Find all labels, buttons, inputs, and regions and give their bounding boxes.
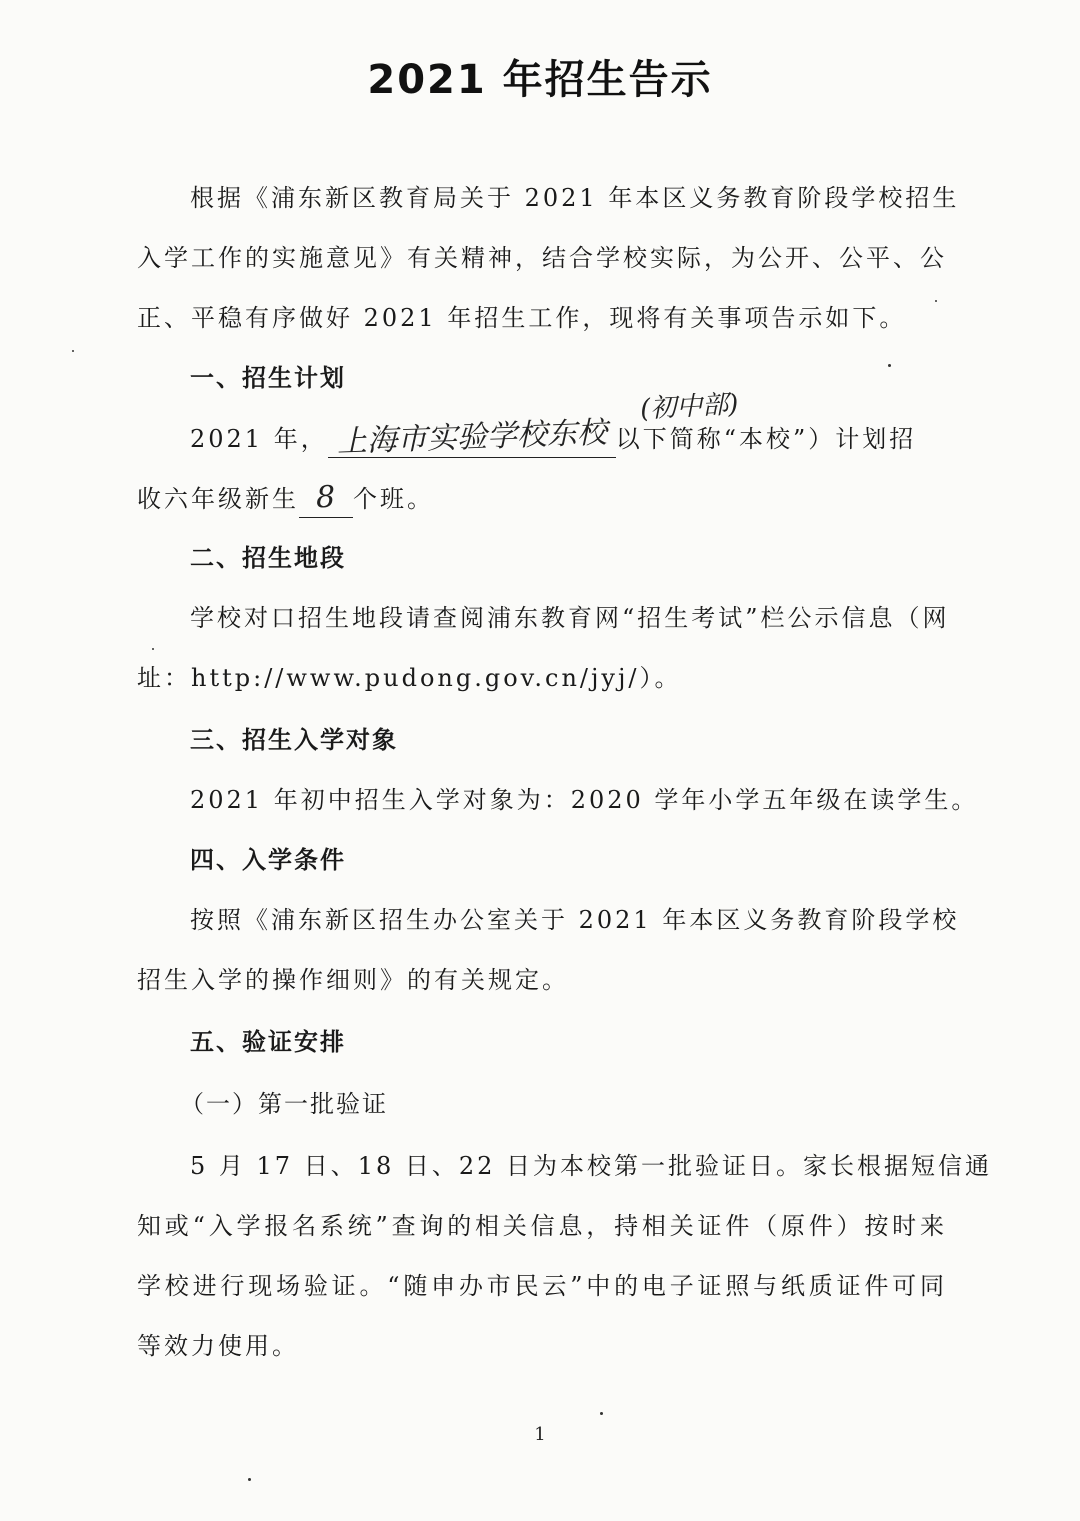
intro-line-3: 正、平稳有序做好 2021 年招生工作，现将有关事项告示如下。 <box>137 304 907 332</box>
section-3-heading: 三、招生入学对象 <box>190 726 398 754</box>
page-number: 1 <box>534 1424 546 1445</box>
subsection-first-batch: （一）第一批验证 <box>180 1090 388 1118</box>
handwritten-school-name: 上海市实验学校东校 <box>336 415 608 460</box>
scan-speck <box>600 1412 603 1415</box>
scan-speck <box>888 364 891 367</box>
district-line-1: 学校对口招生地段请查阅浦东教育网“招生考试”栏公示信息（网 <box>190 604 950 632</box>
handwritten-school-field <box>328 415 616 460</box>
scan-speck <box>152 648 154 650</box>
verification-line-1: 5 月 17 日、18 日、22 日为本校第一批验证日。家长根据短信通 <box>190 1152 993 1180</box>
section-4-heading: 四、入学条件 <box>190 846 346 874</box>
plan-line-2 <box>137 480 947 518</box>
scan-speck <box>72 350 74 352</box>
section-5-heading: 五、验证安排 <box>190 1028 346 1056</box>
plan-class-suffix: 个班。 <box>353 485 434 513</box>
section-1-heading: 一、招生计划 <box>190 364 346 392</box>
plan-grade-text: 收六年级新生 <box>137 485 299 513</box>
intro-line-2: 入学工作的实施意见》有关精神，结合学校实际，为公开、公平、公 <box>137 244 947 272</box>
plan-abbrev-text: 以下简称“本校”）计划招 <box>615 425 917 453</box>
scan-speck <box>248 1478 251 1481</box>
target-line-1: 2021 年初中招生入学对象为：2020 学年小学五年级在读学生。 <box>190 786 979 814</box>
intro-line-1: 根据《浦东新区教育局关于 2021 年本区义务教育阶段学校招生 <box>190 184 960 212</box>
district-line-2: 址：http://www.pudong.gov.cn/jyj/）。 <box>137 664 682 692</box>
handwritten-class-count: 8 <box>315 479 337 516</box>
conditions-line-2: 招生入学的操作细则》的有关规定。 <box>137 966 569 994</box>
document-title: 2021 年招生告示 <box>367 57 713 103</box>
verification-line-4: 等效力使用。 <box>137 1332 299 1360</box>
scan-speck <box>935 300 937 302</box>
plan-year-prefix: 2021 年， <box>190 425 328 453</box>
handwritten-note: (初中部) <box>639 389 740 425</box>
section-2-heading: 二、招生地段 <box>190 544 346 572</box>
conditions-line-1: 按照《浦东新区招生办公室关于 2021 年本区义务教育阶段学校 <box>190 906 960 934</box>
class-count-field <box>299 480 353 518</box>
plan-line-1 <box>190 415 947 460</box>
verification-line-3: 学校进行现场验证。“随申办市民云”中的电子证照与纸质证件可同 <box>137 1272 947 1300</box>
verification-line-2: 知或“入学报名系统”查询的相关信息，持相关证件（原件）按时来 <box>137 1212 947 1240</box>
